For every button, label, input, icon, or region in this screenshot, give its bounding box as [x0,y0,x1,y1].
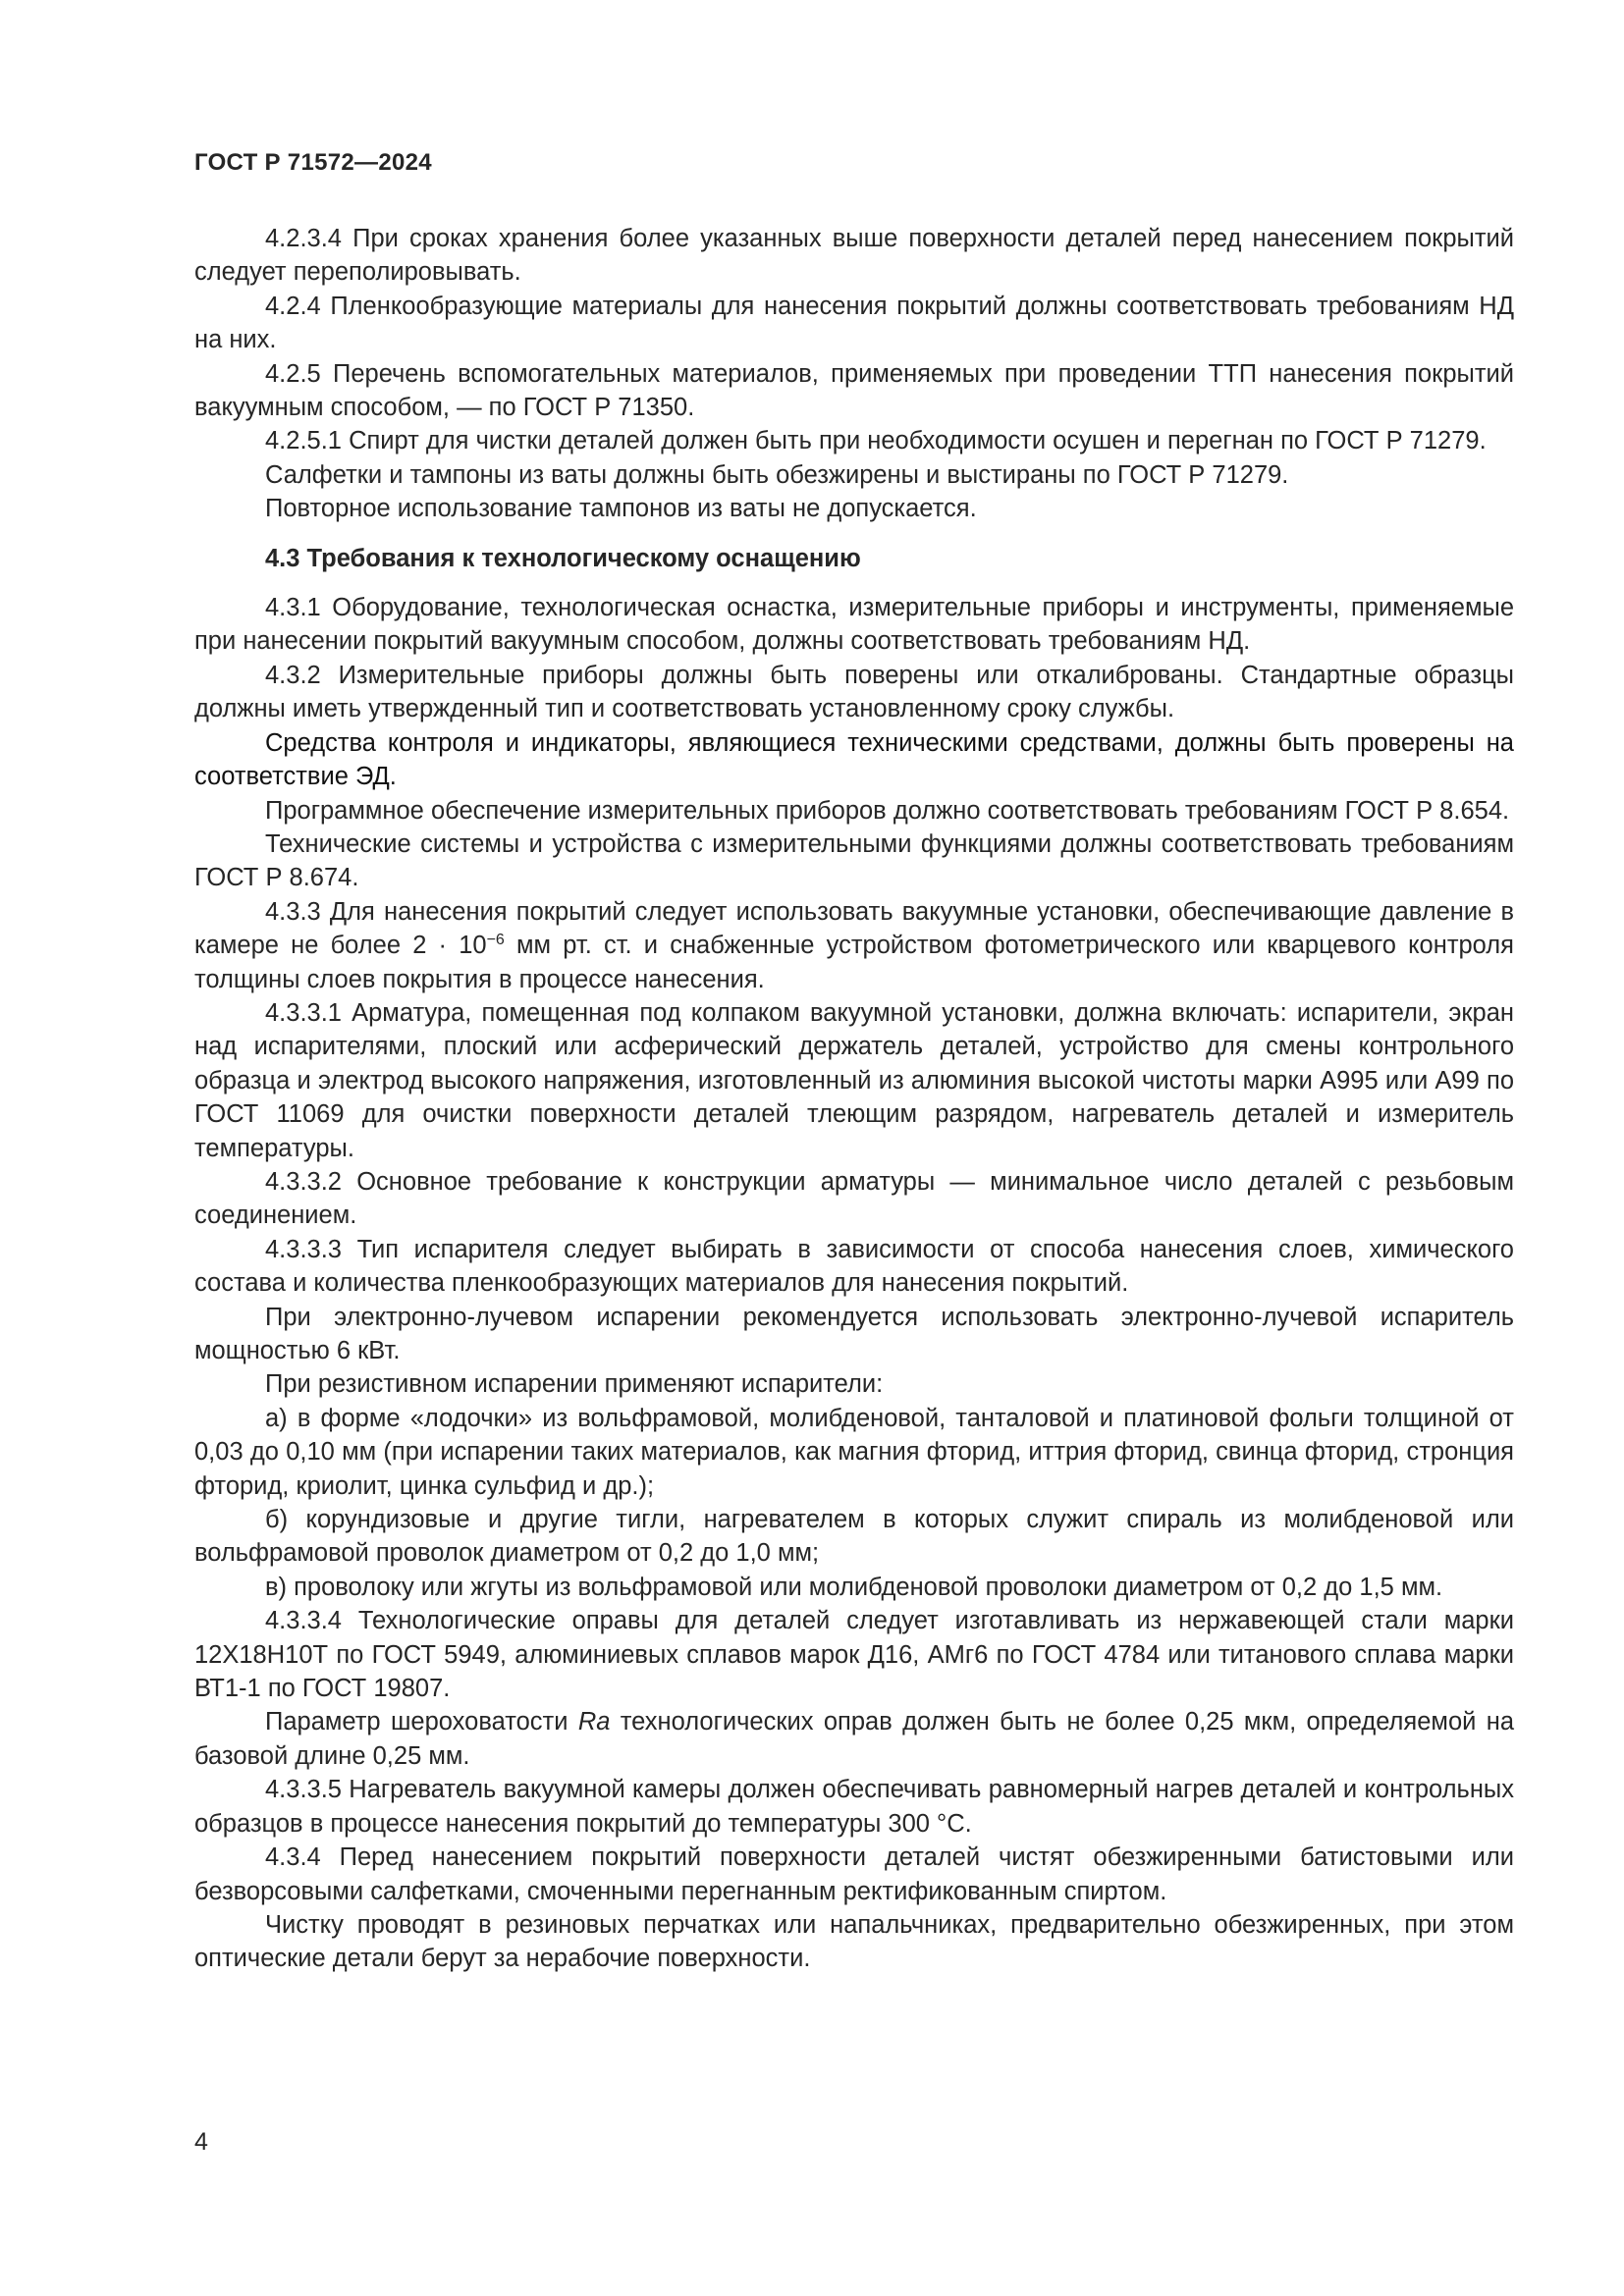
paragraph-4-3-3-1: 4.3.3.1 Арматура, помещенная под колпаком вакуумной установки, должна включать: испарители, экран над испарителями, плоский или асферический держатель деталей, устройство для смены контрольного образца и электрод высокого напряжения, изготовленный из алюминия высокой чистоты марки А995 или А99 по ГОСТ 11069 для очистки поверхности деталей тлеющим разрядом, нагреватель деталей и измеритель температуры. [194,998,1514,1162]
text-before-italic: Параметр шероховатости [265,1708,578,1736]
paragraph-4-3-2: 4.3.2 Измерительные приборы должны быть поверены или откалиброваны. Стандартные образцы должны иметь утвержденный тип и соответствовать установленному сроку службы. [194,661,1514,723]
paragraph-4-3-4: 4.3.4 Перед нанесением покрытий поверхности деталей чистят обезжиренными батистовыми или безворсовыми салфетками, смоченными перегнанным ректификованным спиртом. [194,1843,1514,1905]
paragraph-4-3-3-2: 4.3.3.2 Основное требование к конструкции арматуры — минимальное число деталей с резьбовым соединением. [194,1167,1514,1230]
page-number: 4 [194,2128,208,2156]
text-before-sup: 4.3.3 Для нанесения покрытий следует использовать вакуумные установки, обеспечивающие давление в камере не более 2 · 10 [194,897,1514,960]
document-header: ГОСТ Р 71572—2024 [194,149,432,176]
paragraph-electron-beam: При электронно-лучевом испарении рекомендуется использовать электронно-лучевой испаритель мощностью 6 кВт. [194,1303,1514,1364]
paragraph-4-2-4: 4.2.4 Пленкообразующие материалы для нанесения покрытий должны соответствовать требованиям НД на них. [194,292,1514,354]
list-item-v: в) проволоку или жгуты из вольфрамовой или молибденовой проволоки диаметром от 0,2 до 1,5 мм. [265,1573,1443,1601]
paragraph-4-2-5-1: 4.2.5.1 Спирт для чистки деталей должен быть при необходимости осушен и перегнан по ГОСТ Р 71279. [265,427,1487,455]
paragraph-4-2-3-4: 4.2.3.4 При сроках хранения более указанных выше поверхности деталей перед нанесением покрытий следует переполировывать. [194,225,1514,287]
exponent: −6 [486,932,505,949]
section-heading-4-3: 4.3 Требования к технологическому оснащению [265,544,861,572]
roughness-symbol: Ra [577,1708,611,1736]
paragraph-4-3-3-5: 4.3.3.5 Нагреватель вакуумной камеры должен обеспечивать равномерный нагрев деталей и контрольных образцов в процессе нанесения покрытий до температуры 300 °С. [194,1776,1514,1838]
paragraph-cleaning: Чистку проводят в резиновых перчатках или напальчниках, предварительно обезжиренных, при этом оптические детали берут за нерабочие поверхности. [194,1910,1514,1973]
paragraph-4-3-3 [194,895,1514,996]
paragraph-4-3-3-4: 4.3.3.4 Технологические оправы для деталей следует изготавливать из нержавеющей стали марки 12Х18Н10Т по ГОСТ 5949, алюминиевых сплавов марок Д16, АМг6 по ГОСТ 4784 или титанового сплава марки ВТ1-1 по ГОСТ 19807. [194,1607,1514,1703]
list-item-b: б) корундизовые и другие тигли, нагревателем в которых служит спираль из молибденовой или вольфрамовой проволок диаметром от 0,2 до 1,0 мм; [194,1506,1514,1568]
paragraph-4-2-5: 4.2.5 Перечень вспомогательных материалов, применяемых при проведении ТТП нанесения покрытий вакуумным способом, — по ГОСТ Р 71350. [194,359,1514,422]
paragraph-4-3-1: 4.3.1 Оборудование, технологическая оснастка, измерительные приборы и инструменты, применяемые при нанесении покрытий вакуумным способом, должны соответствовать требованиям НД. [194,594,1514,656]
text-after-sup: мм рт. ст. и снабженные устройством фотометрического или кварцевого контроля толщины слоев покрытия в процессе нанесения. [194,932,1514,993]
text-after-italic: технологических оправ должен быть не более 0,25 мкм, определяемой на базовой длине 0,25 мм. [194,1708,1514,1770]
paragraph-resistive: При резистивном испарении применяют испарители: [265,1370,884,1399]
document-body [194,222,1514,1976]
paragraph-roughness [194,1705,1514,1773]
paragraph-control-means: Средства контроля и индикаторы, являющиеся техническими средствами, должны быть проверены на соответствие ЭД. [194,728,1514,791]
paragraph-napkins: Салфетки и тампоны из ваты должны быть обезжирены и выстираны по ГОСТ Р 71279. [265,460,1289,489]
paragraph-tech-systems: Технические системы и устройства с измерительными функциями должны соответствовать требованиям ГОСТ Р 8.674. [194,829,1514,892]
paragraph-swabs-reuse: Повторное использование тампонов из ваты не допускается. [265,495,977,523]
paragraph-software: Программное обеспечение измерительных приборов должно соответствовать требованиям ГОСТ Р 8.654. [265,796,1510,825]
paragraph-4-3-3-3: 4.3.3.3 Тип испарителя следует выбирать в зависимости от способа нанесения слоев, химического состава и количества пленкообразующих материалов для нанесения покрытий. [194,1235,1514,1298]
list-item-a: а) в форме «лодочки» из вольфрамовой, молибденовой, танталовой и платиновой фольги толщиной от 0,03 до 0,10 мм (при испарении таких материалов, как магния фторид, иттрия фторид, свинца фторид, стронция фторид, криолит, цинка сульфид и др.); [194,1404,1514,1500]
